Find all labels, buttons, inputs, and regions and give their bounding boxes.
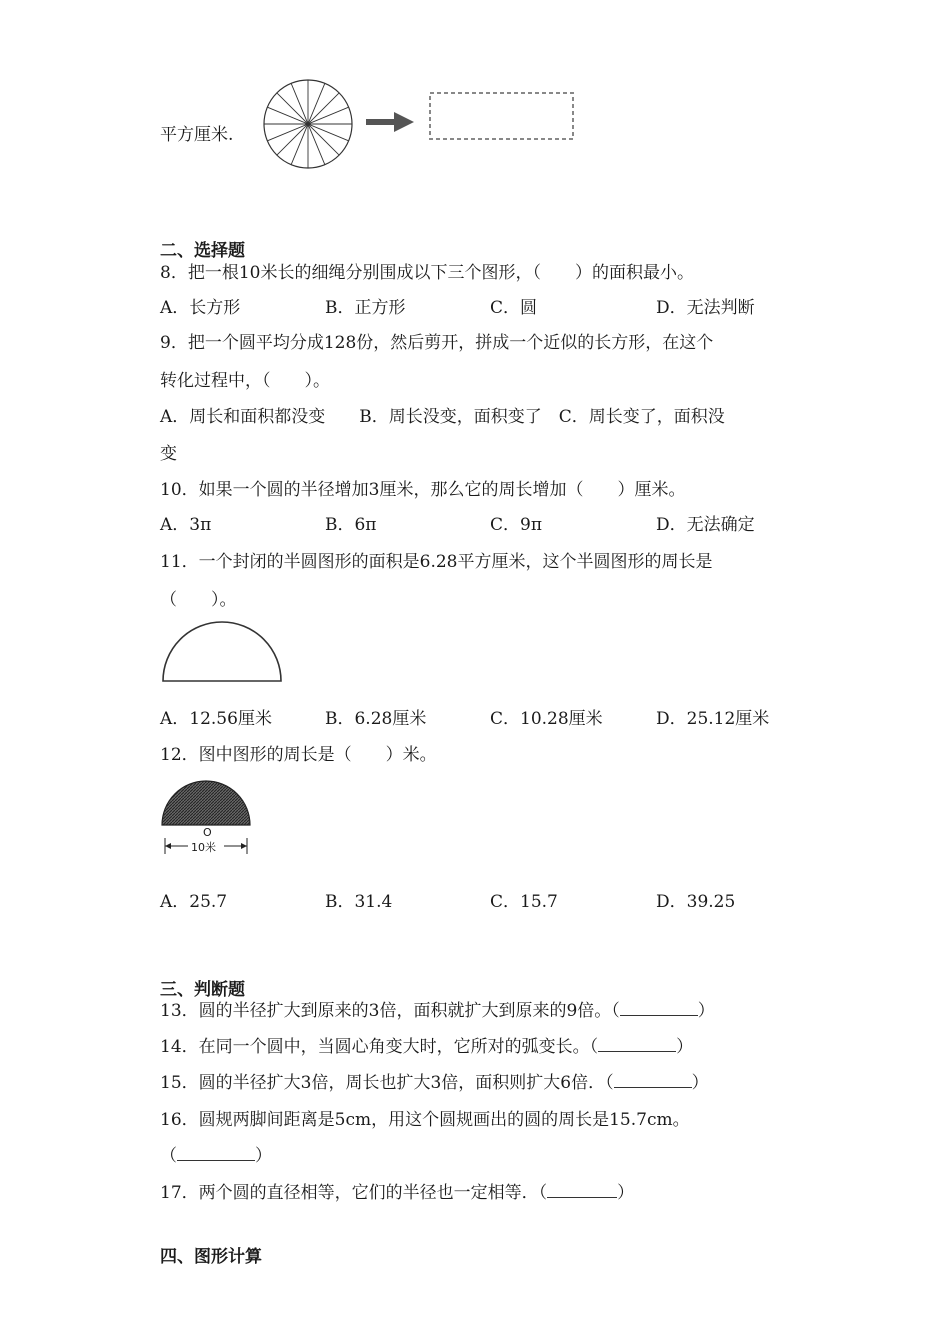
dimension-label: 10米 <box>191 841 216 854</box>
center-label: O <box>203 826 212 839</box>
question-10: 10．如果一个圆的半径增加3厘米，那么它的周长增加（ ）厘米。 <box>160 480 686 500</box>
section-3-title: 三、判断题 <box>160 980 245 1000</box>
q13-answer-blank[interactable] <box>620 1001 698 1016</box>
q10-option-d: D．无法确定 <box>656 515 755 535</box>
question-14 <box>160 1036 693 1058</box>
q13-text: 13．圆的半径扩大到原来的3倍，面积就扩大到原来的9倍。（ <box>160 1001 620 1021</box>
q8-option-b: B．正方形 <box>325 298 406 318</box>
q9-options-line2: 变 <box>160 444 177 464</box>
section-2-title: 二、选择题 <box>160 241 245 261</box>
question-17 <box>160 1182 634 1204</box>
q15-answer-blank[interactable] <box>614 1073 692 1088</box>
q16-open: （ <box>160 1146 177 1166</box>
q12-option-a: A．25.7 <box>160 892 228 912</box>
semicircle-figure <box>160 620 284 684</box>
q8-option-d: D．无法判断 <box>656 298 755 318</box>
question-9-line1: 9．把一个圆平均分成128份，然后剪开，拼成一个近似的长方形，在这个 <box>160 333 714 353</box>
q12-option-b: B．31.4 <box>325 892 393 912</box>
circle-sectors-icon <box>262 78 354 170</box>
question-11-line2: （ ）。 <box>160 590 237 610</box>
question-8: 8．把一根10米长的细绳分别围成以下三个图形，（ ）的面积最小。 <box>160 263 694 283</box>
question-12: 12．图中图形的周长是（ ）米。 <box>160 745 437 765</box>
q9-options-line1: A．周长和面积都没变 B．周长没变，面积变了 C．周长变了，面积没 <box>160 407 725 427</box>
q8-option-a: A．长方形 <box>160 298 241 318</box>
q11-option-b: B．6.28厘米 <box>325 709 427 729</box>
question-11-line1: 11．一个封闭的半圆图形的面积是6.28平方厘米，这个半圆图形的周长是 <box>160 552 713 572</box>
q15-text: 15．圆的半径扩大3倍，周长也扩大3倍，面积则扩大6倍．（ <box>160 1073 614 1093</box>
q17-answer-blank[interactable] <box>547 1183 617 1198</box>
q17-text: 17．两个圆的直径相等，它们的半径也一定相等．（ <box>160 1183 548 1203</box>
arrow-right-icon <box>366 112 416 132</box>
q14-answer-blank[interactable] <box>598 1037 676 1052</box>
q16-answer-blank[interactable] <box>177 1146 255 1161</box>
q10-option-c: C．9π <box>490 515 542 535</box>
question-9-line2: 转化过程中，（ ）。 <box>160 371 330 391</box>
q10-option-a: A．3π <box>160 515 212 535</box>
q12-option-c: C．15.7 <box>490 892 558 912</box>
q8-option-c: C．圆 <box>490 298 538 318</box>
question-16-line2 <box>160 1145 272 1167</box>
unit-text: 平方厘米. <box>160 125 234 145</box>
q11-option-a: A．12.56厘米 <box>160 709 272 729</box>
q11-option-d: D．25.12厘米 <box>656 709 770 729</box>
q10-option-b: B．6π <box>325 515 377 535</box>
q17-close: ） <box>617 1183 635 1203</box>
q14-close: ） <box>676 1037 694 1057</box>
section-4-title: 四、图形计算 <box>160 1247 262 1267</box>
q12-option-d: D．39.25 <box>656 892 736 912</box>
q11-option-c: C．10.28厘米 <box>490 709 603 729</box>
q15-close: ） <box>691 1073 709 1093</box>
question-13 <box>160 1000 715 1022</box>
question-15 <box>160 1072 709 1094</box>
question-16-line1: 16．圆规两脚间距离是5cm，用这个圆规画出的圆的周长是15.7cm。 <box>160 1110 690 1130</box>
q13-close: ） <box>697 1001 715 1021</box>
dashed-rectangle-icon <box>429 92 575 142</box>
q16-close: ） <box>255 1146 272 1166</box>
q14-text: 14．在同一个圆中，当圆心角变大时，它所对的弧变长。（ <box>160 1037 599 1057</box>
